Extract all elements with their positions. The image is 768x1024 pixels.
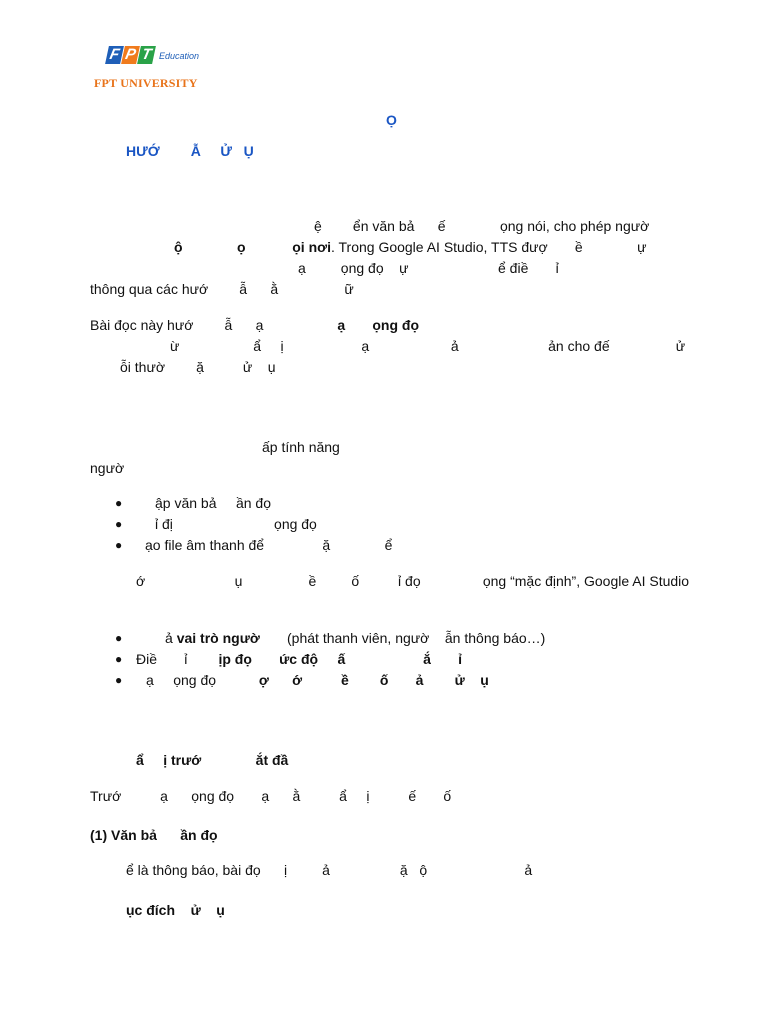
logo-university-name: FPT UNIVERSITY	[94, 76, 198, 90]
bullet-dot-icon: ●	[115, 517, 123, 531]
logo-education-tag: Education	[159, 51, 200, 61]
intro-line-2-rest: . Trong Google AI Studio, TTS đượ ề ự	[330, 239, 647, 255]
fpt-education-logo	[94, 46, 217, 94]
bullet-dot-icon: ●	[115, 631, 123, 645]
bullet-dot-icon: ●	[115, 652, 123, 666]
ability-item-2	[136, 650, 462, 668]
ability-2-start: Điề ỉ	[136, 651, 219, 667]
reading-line-2: ừ ẩ ị ạ ả ản cho đế ử	[170, 338, 686, 354]
intro-line-3: ạ ọng đọ ự ể điề ỉ	[298, 260, 559, 276]
logo-letter-p: P	[121, 46, 140, 64]
ability-2-emphasis: ịp đọ ức độ ấ ắ ỉ	[218, 651, 462, 667]
intro-emphasis: ộ ọ ọi nơi	[174, 239, 331, 255]
intro-line-2	[174, 238, 647, 256]
document-title: Ọ	[386, 112, 397, 128]
reading-line-1-start: Bài đọc này hướ ẫ ạ	[90, 317, 264, 333]
intro-line-1: ệ ển văn bả ế ọng nói, cho phép ngườ	[314, 218, 650, 234]
ability-3-start: ạ ọng đọ	[146, 672, 259, 688]
feature-item-3: ạo file âm thanh để ặ ể	[145, 537, 393, 553]
prep-line-1: Trướ ạ ọng đọ ạ ằ ẩ ị ế ố	[90, 788, 452, 804]
prep-subheading-2: ục đích ử ụ	[126, 902, 225, 918]
bullet-dot-icon: ●	[115, 496, 123, 510]
logo-letter-t: T	[137, 46, 156, 64]
feature-item-2: ỉ đị ọng đọ	[155, 516, 317, 532]
features-line-1: ấp tính năng	[262, 439, 340, 455]
prep-subheading-1: (1) Văn bả ần đọ	[90, 827, 218, 843]
features-note: ớ ụ ề ố ỉ đọ ọng “mặc định”, Google AI Studio	[136, 573, 690, 589]
document-subtitle: HƯỚ Ẫ Ử Ụ	[126, 143, 254, 159]
intro-line-4: thông qua các hướ ẫ ằ ữ	[90, 281, 354, 297]
reading-line-1	[90, 316, 419, 334]
feature-item-1: ập văn bả ần đọ	[155, 495, 271, 511]
ability-3-emphasis: ợ ớ ề ố ả ử ụ	[258, 672, 489, 688]
ability-1-rest: (phát thanh viên, ngườ ẫn thông báo…)	[259, 630, 546, 646]
ability-1-start: ả	[165, 630, 173, 646]
bullet-dot-icon: ●	[115, 673, 123, 687]
ability-item-1	[165, 629, 545, 647]
prep-sub1-text: ể là thông báo, bài đọ ị ả ặ ộ ả	[126, 862, 533, 878]
logo-letter-f: F	[105, 46, 124, 64]
prep-heading: ẩ ị trướ ắt đầ	[136, 752, 289, 768]
ability-item-3	[146, 671, 489, 689]
reading-line-3: ỗi thườ ặ ử ụ	[120, 359, 276, 375]
fpt-letters	[107, 46, 155, 64]
ability-1-emphasis: vai trò ngườ	[176, 630, 260, 646]
bullet-dot-icon: ●	[115, 538, 123, 552]
features-line-2: ngườ	[90, 460, 125, 476]
reading-emphasis: ạ ọng đọ	[337, 317, 419, 333]
